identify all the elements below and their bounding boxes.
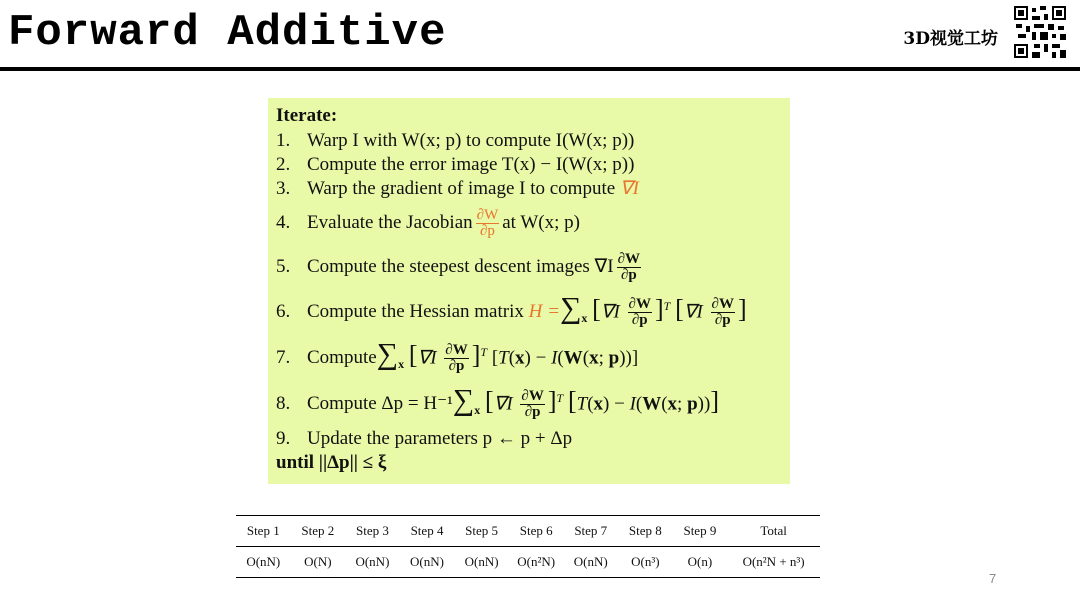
- qr-code-icon: [1012, 4, 1068, 60]
- step-1-text: Warp I with W(x; p) to compute I(W(x; p)): [307, 130, 635, 151]
- table-header: Step 7: [574, 523, 608, 538]
- complexity-table: [236, 515, 820, 578]
- table-header: Total: [760, 523, 787, 538]
- table-cell: O(n²N + n³): [742, 554, 805, 569]
- table-header: Step 2: [301, 523, 335, 538]
- hessian-symbol: H =: [528, 301, 560, 322]
- step-3: 3. Warp the gradient of image I to compute ∇I: [276, 178, 639, 199]
- table-header: Step 6: [519, 523, 553, 538]
- table-cell: O(n): [687, 554, 713, 569]
- step-3-text: Warp the gradient of image I to compute: [307, 178, 616, 199]
- step-7-formula: $\sum_x$ [∇I $\frac{\partial W}{\partial p}$ ]$^T$ [T(x) − I(W(x; p))]: [376, 337, 639, 375]
- table-header: Step 9: [683, 523, 717, 538]
- table-header-row: [236, 516, 820, 547]
- table-cell: O(nN): [573, 554, 608, 569]
- table-header: Step 4: [410, 523, 444, 538]
- gradient-symbol: ∇I: [619, 178, 639, 199]
- iterate-heading: Iterate:: [276, 105, 338, 126]
- table-cell: O(nN): [246, 554, 281, 569]
- step-8-text: Compute Δp = H⁻¹: [307, 393, 453, 414]
- table-header: Step 8: [628, 523, 662, 538]
- table-cell: O(nN): [410, 554, 444, 569]
- step-5-text: Compute the steepest descent images ∇I: [307, 256, 614, 277]
- step-8: 8. Compute Δp = H⁻¹ $\sum_x$ [∇I $\frac{\partial W}{\partial p}$ ]$^T$ [T(x) − I(W(x; p))]: [276, 383, 719, 421]
- step-6: 6. Compute the Hessian matrix H = $\sum_x$ [∇I $\frac{\partial W}{\partial p}$ ]$^T$ [∇I $\frac{\partial W}{\partial p}$ ]: [276, 291, 747, 329]
- title-divider: [0, 67, 1080, 71]
- table-cell: O(n²N): [517, 554, 556, 569]
- step-6-text: Compute the Hessian matrix: [307, 301, 524, 322]
- step-7-text: Compute: [307, 347, 377, 368]
- hessian-formula: $\sum_x$ [∇I $\frac{\partial W}{\partial p}$ ]$^T$ [∇I $\frac{\partial W}{\partial p}$ ]: [559, 291, 747, 329]
- brand-label: 3D视觉工坊: [903, 29, 998, 49]
- step-9: 9. Update the parameters p ← p + Δp: [276, 428, 573, 449]
- jacobian-fraction: $\frac{\partial W}{\partial p}$: [476, 206, 499, 239]
- step-7: 7. Compute $\sum_x$ [∇I $\frac{\partial W}{\partial p}$ ]$^T$ [T(x) − I(W(x; p))]: [276, 337, 639, 375]
- step-2-text: Compute the error image T(x) − I(W(x; p)): [307, 154, 635, 175]
- step-2: 2. Compute the error image T(x) − I(W(x; p)): [276, 154, 635, 175]
- algorithm-box: [268, 98, 790, 484]
- table-header: Step 5: [465, 523, 499, 538]
- steepest-fraction: $\frac{\partial W}{\partial p}$: [617, 250, 641, 283]
- step-9-text: Update the parameters p ← p + Δp: [307, 428, 573, 449]
- step-4: 4. Evaluate the Jacobian $\frac{\partial W}{\partial p}$ at W(x; p): [276, 206, 580, 239]
- table-cell: O(N): [304, 554, 332, 569]
- until-condition: until ||Δp|| ≤ ξ: [276, 452, 387, 473]
- step-4-text: Evaluate the Jacobian: [307, 212, 473, 233]
- table-row: [236, 547, 820, 577]
- table-header: Step 3: [356, 523, 389, 538]
- step-1: 1. Warp I with W(x; p) to compute I(W(x; p)): [276, 130, 635, 151]
- slide-title: Forward Additive: [8, 8, 447, 58]
- table-cell: O(nN): [355, 554, 390, 569]
- table-cell: O(n³): [631, 554, 660, 569]
- page-number: 7: [989, 571, 997, 586]
- table-header: Step 1: [246, 523, 280, 538]
- step-5: 5. Compute the steepest descent images ∇I $\frac{\partial W}{\partial p}$: [276, 250, 641, 283]
- step-8-formula: $\sum_x$ [∇I $\frac{\partial W}{\partial p}$ ]$^T$ [T(x) − I(W(x; p))]: [452, 383, 719, 421]
- table-cell: O(nN): [464, 554, 499, 569]
- step-4-tail: at W(x; p): [502, 212, 580, 233]
